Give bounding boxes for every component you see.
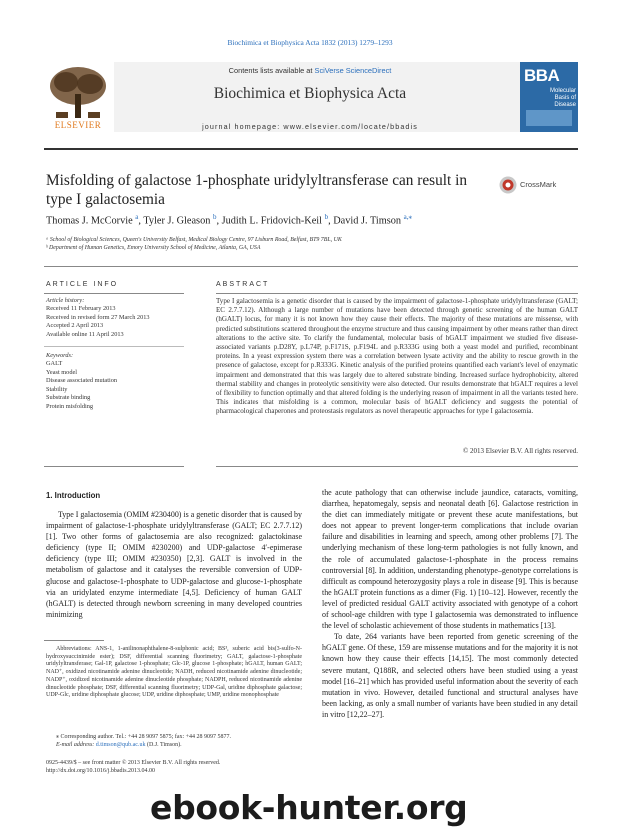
history-entry: Accepted 2 April 2013	[46, 322, 104, 330]
affiliation-b: ᵇ Department of Human Genetics, Emory University School of Medicine, Atlanta, GA, USA	[46, 245, 261, 251]
watermark-text: ebook-hunter.org	[150, 788, 468, 827]
issn-line: 0925-4439/$ – see front matter © 2013 Elsevier B.V. All rights reserved.	[46, 760, 221, 766]
introduction-heading: 1. Introduction	[46, 491, 101, 500]
masthead-rule	[44, 148, 578, 150]
keywords-rule	[44, 346, 184, 347]
abstract-bottom-rule	[216, 466, 578, 467]
cover-bba-text: BBA	[524, 66, 560, 85]
keyword: Disease associated mutation	[46, 377, 117, 385]
article-info-bottom-rule	[44, 466, 184, 467]
abstract-rule	[216, 293, 578, 294]
affiliation-a: ᵃ School of Biological Sciences, Queen's University Belfast, Medical Biology Centre, 97 Lisburn Road, Belfast, BT9 7BL, UK	[46, 237, 342, 243]
crossmark-badge[interactable]	[499, 176, 579, 194]
intro-paragraph: the acute pathology that can otherwise include jaundice, cataracts, vomiting, diarrhea, hepatomegaly, sepsis and neonatal death [6]. Galactose restriction in the diet can immediately mitigate or prevent these acute manifestations, but does not appear to prevent longer-term complications that include ovarian failure and disabilities in learning and speech, among other problems [7]. The underlying mechanism of these long-term pathologies is not fully known, and the role of accumulated galactose-1-phosphate in the process remains controversial [8]. In addition, understanding phenotype–genotype correlations is difficult as compound heterozygosity plays a role in disease [9]. This is because the hGALT protein functions as a dimer (Fig. 1) [10–12]. However, recently the level of predicted residual GALT activity associated with genotype of a cohort of school-age children with type I galactosemia was demonstrated to influence the level of scholastic achievement of those students in mathematics [13].	[322, 488, 578, 631]
keyword: Yeast model	[46, 368, 78, 376]
sciencedirect-link[interactable]: SciVerse ScienceDirect	[314, 66, 392, 75]
crossmark-icon	[499, 176, 517, 194]
footnote-rule	[44, 640, 104, 641]
author-name[interactable]: Judith L. Fridovich-Keil	[221, 215, 322, 227]
journal-title: Biochimica et Biophysica Acta	[213, 85, 407, 102]
history-entry: Received 11 February 2013	[46, 305, 116, 312]
keywords-list	[46, 360, 206, 412]
publisher-logo-text: ELSEVIER	[54, 120, 102, 130]
crossmark-label: CrossMark	[520, 180, 557, 189]
email-footnote	[46, 742, 302, 750]
cover-graphic	[526, 110, 572, 126]
author-name[interactable]: David J. Timson	[333, 215, 402, 227]
author-name[interactable]: Thomas J. McCorvie	[46, 215, 133, 227]
intro-column-2	[322, 487, 578, 720]
title-line-2: type I galactosemia	[46, 191, 165, 208]
running-header: Biochimica et Biophysica Acta 1832 (2013) 1279–1293	[227, 38, 393, 47]
intro-paragraph: To date, 264 variants have been reported from genetic screening of the hGALT gene. Of these, 159 are missense mutations and for the majority it is not known how they cause their effects [14,15]. The most commonly detected severe mutant, Q188R, and selected others have been studied using a yeast model [16–21] which has provided useful information about the severity of each mutation in vivo. However, detailed functional and structural analyses have been lacking, as only a small number of variants have been studied in any detail in vitro [12,22–27].	[322, 632, 578, 719]
abbreviations-footnote: Abbreviations: ANS-1, 1-anilinonaphthalene-8-sulphonic acid; BS³, suberic acid bis(3-sulfo-N-hydroxysuccinimide ester); DSF, differential scanning fluorimetry; GALT, galactose-1-phosphate uridylyltransferase; Gal-1P, galactose 1-phosphate; Glc-1P, glucose 1-phosphate; hGALT, human GALT; NAD⁺, oxidized nicotinamide adenine dinucleotide; NADH, reduced nicotinamide adenine dinucleotide; NADP⁺, oxidized nicotinamide adenine dinucleotide phosphate; NADPH, reduced nicotinamide adenine dinucleotide phosphate; DSF, differential scanning fluorimetry; UDP-Gal, uridine diphosphate galactose; UDP-Glc, uridine diphosphate glucose; UDP, uridine diphosphate; UMP, uridine monophosphate	[46, 646, 302, 699]
author-affil-marker[interactable]: b	[324, 213, 329, 221]
keyword: Substrate binding	[46, 394, 91, 402]
history-entry: Received in revised form 27 March 2013	[46, 313, 150, 321]
author-affil-marker[interactable]: b	[212, 213, 217, 221]
abstract-text: Type I galactosemia is a genetic disorder that is caused by the impairment of galactose-1-phosphate uridylyltransferase (GALT; EC 2.7.7.12). Although a large number of mutations have been detected through genetic screening of the human GALT (hGALT) locus, for many it is not known how they cause their effects. The majority of these mutations are missense, with predicted substitutions scattered throughout the enzyme structure and thus causing impairment by other means rather than direct alterations to the active site. To clarify the fundamental, molecular basis of hGALT impairment we studied five disease-associated variants p.D28Y, p.L74P, p.F171S, p.F194L and p.R333G using both a yeast model and purified, recombinant proteins. In a yeast expression system there was a correlation between lysate activity and the ability to rescue growth in the presence of galactose, except for p.R333G. Kinetic analysis of the purified proteins quantified each variant's level of enzymatic impairment and demonstrated that this was largely due to altered substrate binding. Increased surface hydrophobicity, altered thermal stability and changes in proteolytic sensitivity were also detected. Our results demonstrate that hGALT requires a level of flexibility to function optimally and that altered folding is the underlying reason of impairment in all the variants tested here. This indicates that misfolding is a common, molecular basis of hGALT deficiency and suggests the potential of pharmacological chaperones and proteostasis regulators as novel therapeutic approaches for type I galactosemia.	[216, 297, 578, 416]
email-label: E-mail address:	[56, 742, 96, 748]
abstract-heading: ABSTRACT	[216, 281, 270, 288]
journal-cover	[520, 62, 578, 132]
email-link[interactable]: d.timson@qub.ac.uk	[95, 742, 146, 748]
email-suffix: (D.J. Timson).	[145, 742, 182, 748]
article-info-heading: ARTICLE INFO	[46, 281, 119, 288]
title-line-1: Misfolding of galactose 1-phosphate uridylyltransferase can result in	[46, 172, 467, 189]
intro-column-1: Type I galactosemia (OMIM #230400) is a genetic disorder that is caused by impairment of galactose-1-phosphate uridylyltransferase (GALT; EC 2.7.7.12) [1]. Two other forms of galactosemia are also recognized: galactokinase deficiency (type II; OMIM #230200) and UDP-galactose 4′-epimerase deficiency (type III; OMIM #230350) [2,3]. GALT is involved in the metabolism of galactose and it catalyses the reversible conversion of UDP-glucose and galactose-1-phosphate to UDP-galactose and glucose-1-phosphate via an uridylated enzyme intermediate [4,5]. Deficiency of human GALT (hGALT) is detected through newborn screening in many developed countries minimizing	[46, 510, 302, 619]
doi-link[interactable]: http://dx.doi.org/10.1016/j.bbadis.2013.04.00	[46, 768, 156, 774]
author-affil-marker[interactable]: a,⁎	[403, 213, 412, 221]
author-list: Thomas J. McCorvie $^a$, Tyler J. Gleason $^b$, Judith L. Fridovich-Keil $^b$, David J. Timson $^{a,⁎}$	[46, 213, 412, 227]
header-divider	[44, 266, 578, 267]
keywords-label: Keywords:	[46, 352, 74, 359]
keyword: Protein misfolding	[46, 402, 94, 410]
author-affil-marker[interactable]: a	[135, 213, 139, 221]
keyword: GALT	[46, 360, 63, 367]
article-info-rule	[44, 293, 184, 294]
author-name[interactable]: Tyler J. Gleason	[143, 215, 211, 227]
contents-prefix: Contents lists available at	[228, 66, 315, 75]
history-list	[46, 305, 206, 339]
journal-homepage[interactable]: journal homepage: www.elsevier.com/locate/bbadis	[202, 122, 418, 131]
history-label: Article history:	[46, 297, 85, 304]
abstract-copyright: © 2013 Elsevier B.V. All rights reserved.	[462, 447, 578, 455]
cover-subtitle: Molecular Basis of Disease	[549, 88, 576, 108]
corresponding-author-footnote: ⁎ Corresponding author. Tel.: +44 28 9097 5875; fax: +44 28 9097 5877.	[56, 734, 232, 740]
history-entry: Available online 11 April 2013	[46, 330, 124, 338]
keyword: Stability	[46, 385, 68, 393]
paper-title	[46, 171, 496, 209]
